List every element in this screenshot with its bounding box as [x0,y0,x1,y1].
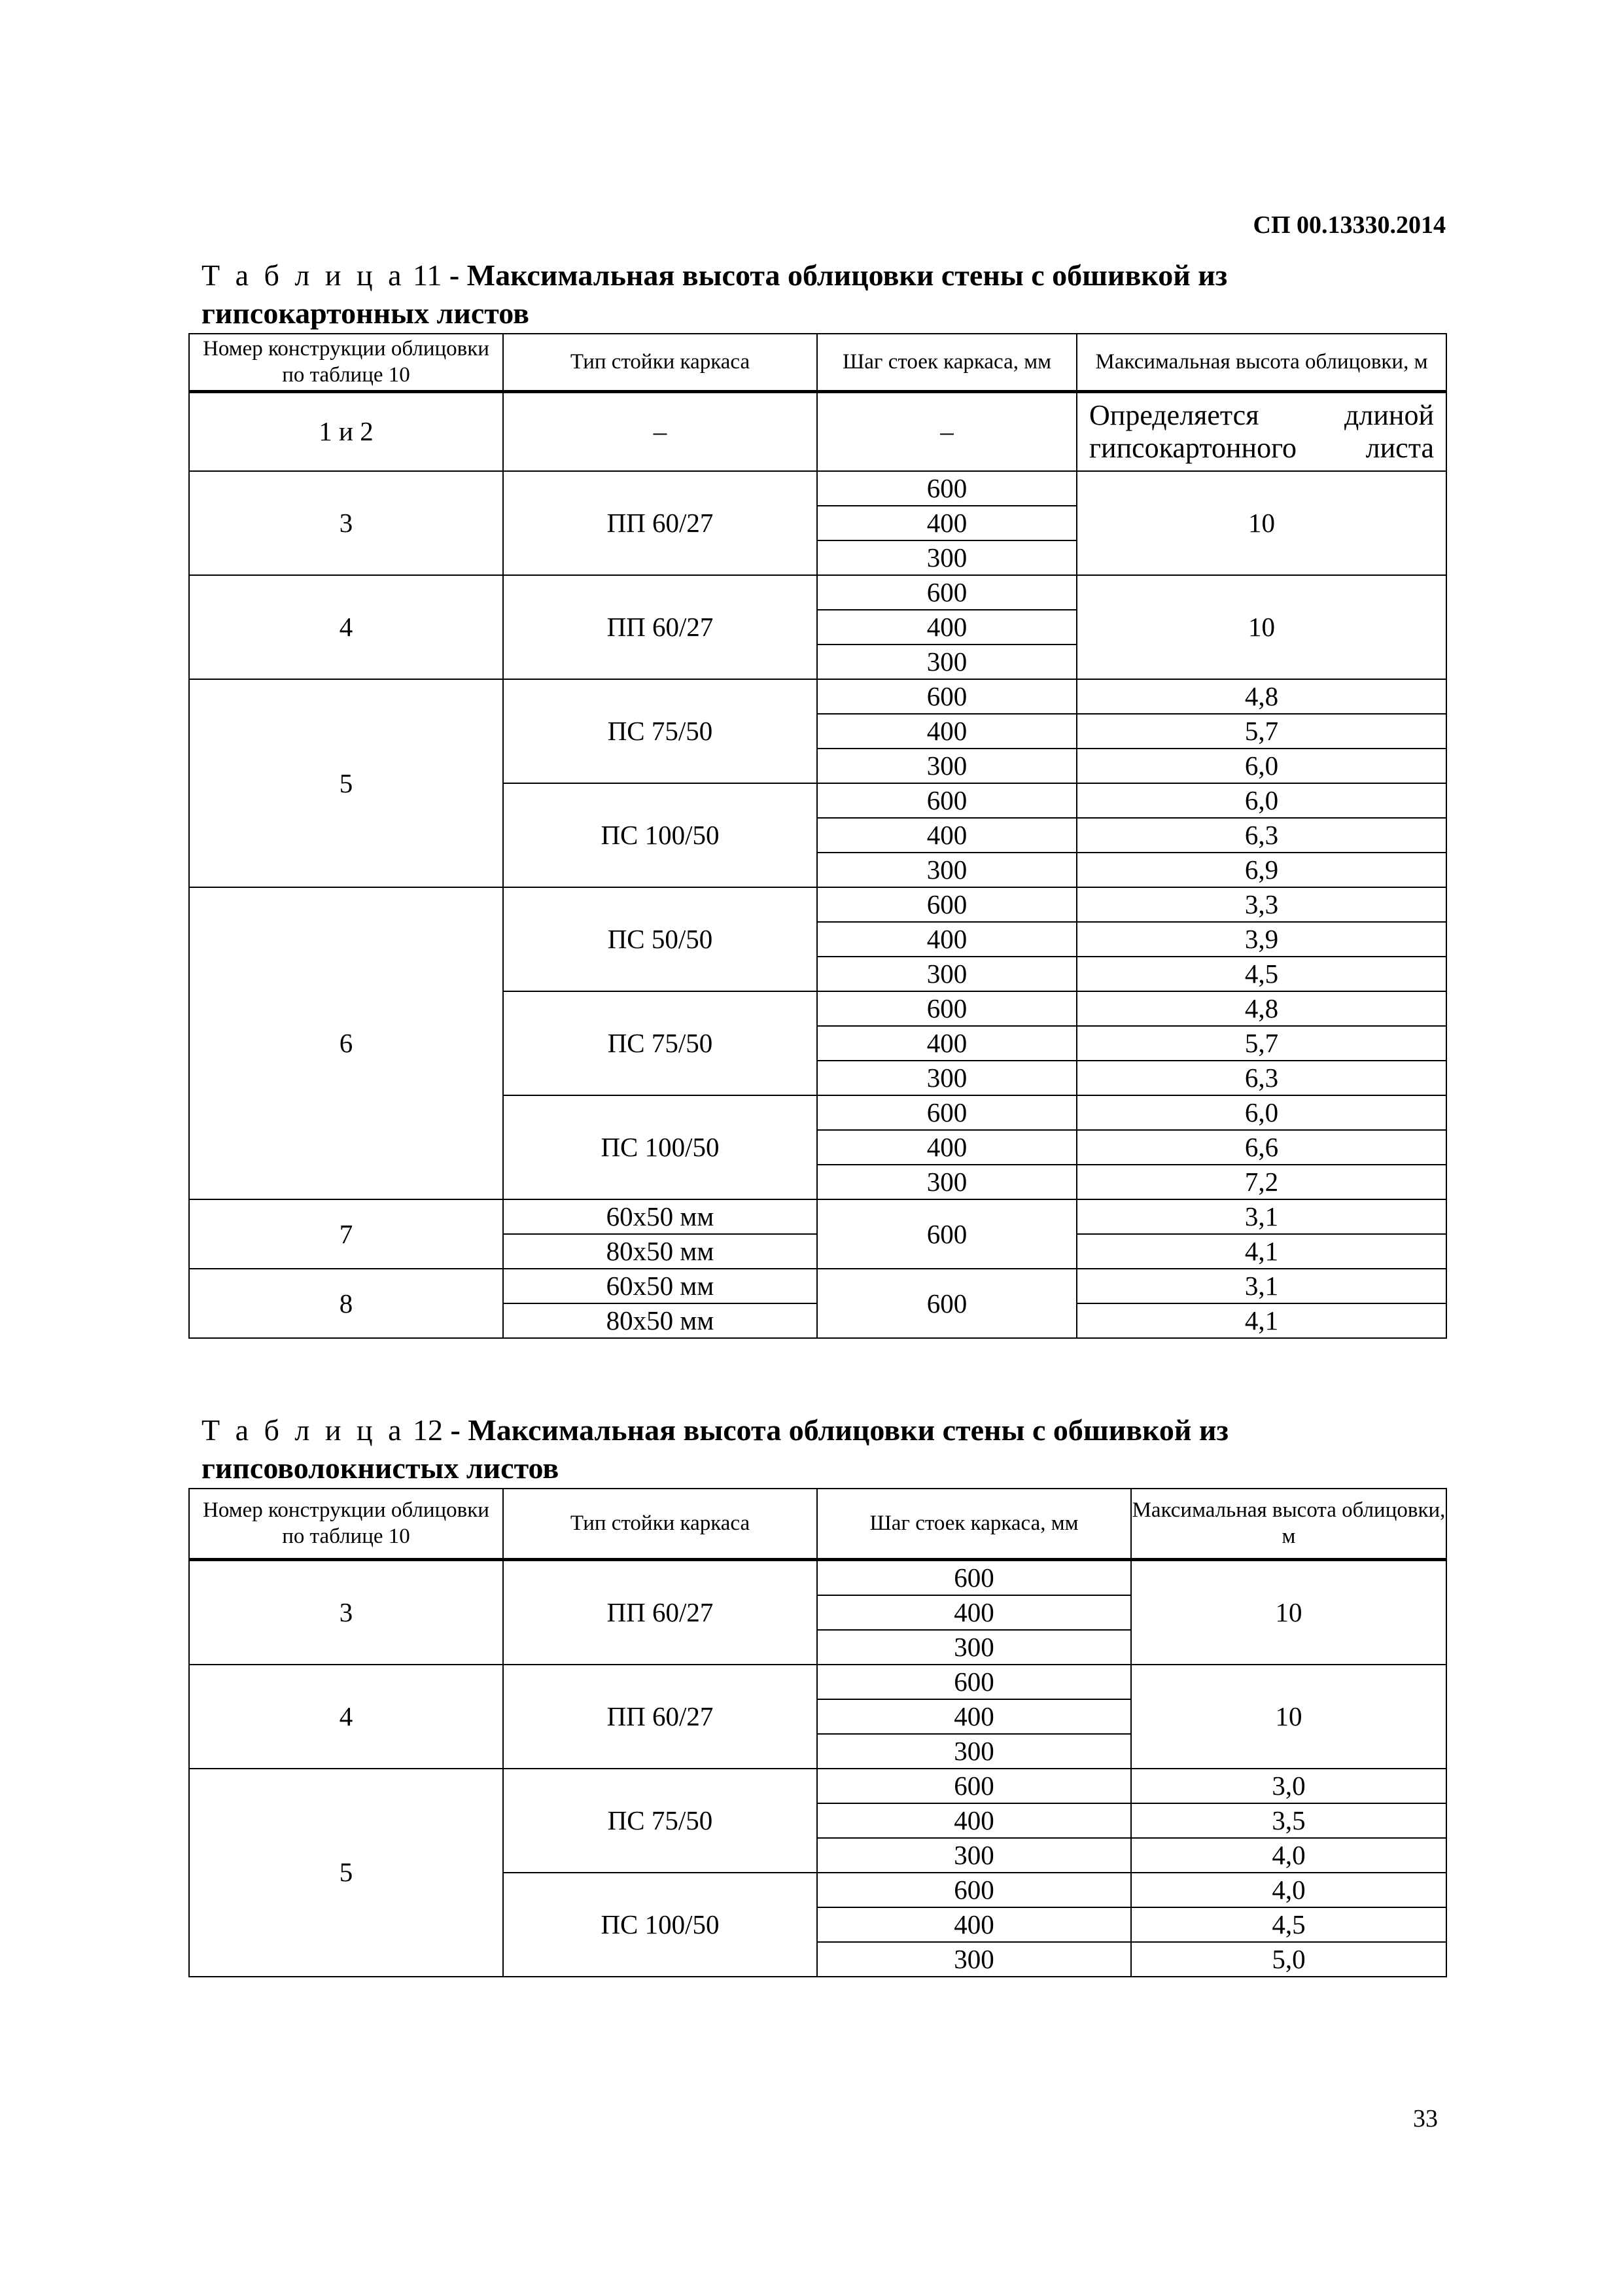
construction-cell: 6 [189,887,503,1199]
height-cell: 6,0 [1077,783,1446,818]
table11-title-line2: гипсокартонных листов [201,296,529,330]
step-cell: 600 [817,991,1077,1026]
table-row [189,391,1446,471]
table11 [188,333,1447,1339]
step-cell: 600 [817,575,1077,610]
table11-header-type: Тип стойки каркаса [503,334,817,391]
height-cell: 6,0 [1077,749,1446,783]
type-cell: 60х50 мм [503,1199,817,1234]
table12-number: 12 [413,1413,444,1447]
height-cell: 3,3 [1077,887,1446,922]
step-cell: 600 [817,1873,1131,1907]
step-cell: 400 [817,1907,1131,1942]
construction-cell: 5 [189,679,503,887]
step-cell: 300 [817,1165,1077,1199]
table-row [189,887,1446,922]
height-cell: 10 [1077,575,1446,679]
step-cell: 600 [817,1665,1131,1699]
table11-header-step: Шаг стоек каркаса, мм [817,334,1077,391]
height-cell: 3,1 [1077,1199,1446,1234]
step-cell: 300 [817,853,1077,887]
construction-cell: 4 [189,1665,503,1769]
type-cell: ПС 100/50 [503,1095,817,1199]
table11-header-construction: Номер конструкции облицовки по таблице 10 [189,334,503,391]
height-cell: 3,1 [1077,1269,1446,1303]
step-cell: 400 [817,1699,1131,1734]
table-row [189,1559,1446,1595]
table11-label: Т а б л и ц а [201,258,406,292]
step-cell: 400 [817,610,1077,645]
height-cell: 4,1 [1077,1303,1446,1338]
step-cell: 600 [817,1095,1077,1130]
table11-number: 11 [413,258,442,292]
type-cell: ПП 60/27 [503,575,817,679]
type-cell: ПП 60/27 [503,1559,817,1665]
type-cell: – [503,391,817,471]
step-cell: 400 [817,506,1077,540]
height-cell: 4,8 [1077,679,1446,714]
document-code: СП 00.13330.2014 [1253,211,1446,239]
height-cell: 6,3 [1077,818,1446,853]
step-cell: 600 [817,1559,1131,1595]
height-cell: 6,0 [1077,1095,1446,1130]
height-cell: 10 [1131,1559,1446,1665]
type-cell: ПП 60/27 [503,1665,817,1769]
table-row [189,575,1446,610]
type-cell: ПС 100/50 [503,783,817,887]
type-cell: 80х50 мм [503,1234,817,1269]
construction-cell: 5 [189,1769,503,1977]
table12-caption [201,1411,1444,1487]
step-cell: – [817,391,1077,471]
step-cell: 300 [817,1838,1131,1873]
table12-title-line2: гипсоволокнистых листов [201,1451,559,1485]
construction-cell: 3 [189,1559,503,1665]
height-cell: 4,5 [1131,1907,1446,1942]
step-cell: 600 [817,887,1077,922]
height-cell: 10 [1131,1665,1446,1769]
table11-title-line1: - Максимальная высота облицовки стены с обшивкой из [449,258,1228,292]
construction-cell: 7 [189,1199,503,1269]
construction-cell: 4 [189,575,503,679]
type-cell: ПП 60/27 [503,471,817,575]
table12-label: Т а б л и ц а [201,1413,406,1447]
height-cell: 7,2 [1077,1165,1446,1199]
table12-header-type: Тип стойки каркаса [503,1489,817,1559]
table12-header-construction: Номер конструкции облицовки по таблице 10 [189,1489,503,1559]
height-cell: 4,0 [1131,1873,1446,1907]
height-cell: 3,0 [1131,1769,1446,1803]
type-cell: ПС 75/50 [503,679,817,783]
type-cell: ПС 100/50 [503,1873,817,1977]
step-cell: 400 [817,714,1077,749]
height-cell: 4,5 [1077,957,1446,991]
step-cell: 300 [817,1734,1131,1769]
table-row [189,679,1446,714]
step-cell: 400 [817,1130,1077,1165]
step-cell: 400 [817,818,1077,853]
type-cell: ПС 50/50 [503,887,817,991]
step-cell: 300 [817,1061,1077,1095]
height-cell: 3,5 [1131,1803,1446,1838]
step-cell: 300 [817,957,1077,991]
step-cell: 600 [817,1769,1131,1803]
construction-cell: 8 [189,1269,503,1338]
table12-title-line1: - Максимальная высота облицовки стены с обшивкой из [450,1413,1229,1447]
step-cell: 300 [817,1630,1131,1665]
table-row [189,1769,1446,1803]
height-cell: 4,8 [1077,991,1446,1026]
height-cell: 4,1 [1077,1234,1446,1269]
table11-header-height: Максимальная высота облицовки, м [1077,334,1446,391]
table12-header-height: Максимальная высота облицовки, м [1131,1489,1446,1559]
step-cell: 600 [817,471,1077,506]
height-cell: 4,0 [1131,1838,1446,1873]
height-cell: 5,7 [1077,1026,1446,1061]
step-cell: 400 [817,1595,1131,1630]
type-cell: 60х50 мм [503,1269,817,1303]
step-cell: 400 [817,1803,1131,1838]
height-cell: 10 [1077,471,1446,575]
step-cell: 300 [817,749,1077,783]
step-cell: 300 [817,540,1077,575]
height-cell: 6,3 [1077,1061,1446,1095]
type-cell: 80х50 мм [503,1303,817,1338]
table12 [188,1488,1447,1977]
step-cell: 600 [817,1269,1077,1338]
table-row [189,471,1446,506]
step-cell: 300 [817,1942,1131,1977]
height-cell: Определяется длиной гипсокартонного листа [1077,391,1446,471]
table-row [189,1269,1446,1303]
table-row [189,1199,1446,1234]
step-cell: 400 [817,1026,1077,1061]
table11-caption [201,256,1444,332]
type-cell: ПС 75/50 [503,1769,817,1873]
step-cell: 600 [817,783,1077,818]
height-cell: 6,6 [1077,1130,1446,1165]
height-cell: 5,7 [1077,714,1446,749]
table12-header-step: Шаг стоек каркаса, мм [817,1489,1131,1559]
step-cell: 400 [817,922,1077,957]
step-cell: 600 [817,679,1077,714]
type-cell: ПС 75/50 [503,991,817,1095]
table-row [189,1665,1446,1699]
construction-cell: 1 и 2 [189,391,503,471]
construction-cell: 3 [189,471,503,575]
page-number: 33 [1413,2105,1438,2132]
height-cell: 3,9 [1077,922,1446,957]
step-cell: 300 [817,645,1077,679]
step-cell: 600 [817,1199,1077,1269]
height-cell: 6,9 [1077,853,1446,887]
height-cell: 5,0 [1131,1942,1446,1977]
